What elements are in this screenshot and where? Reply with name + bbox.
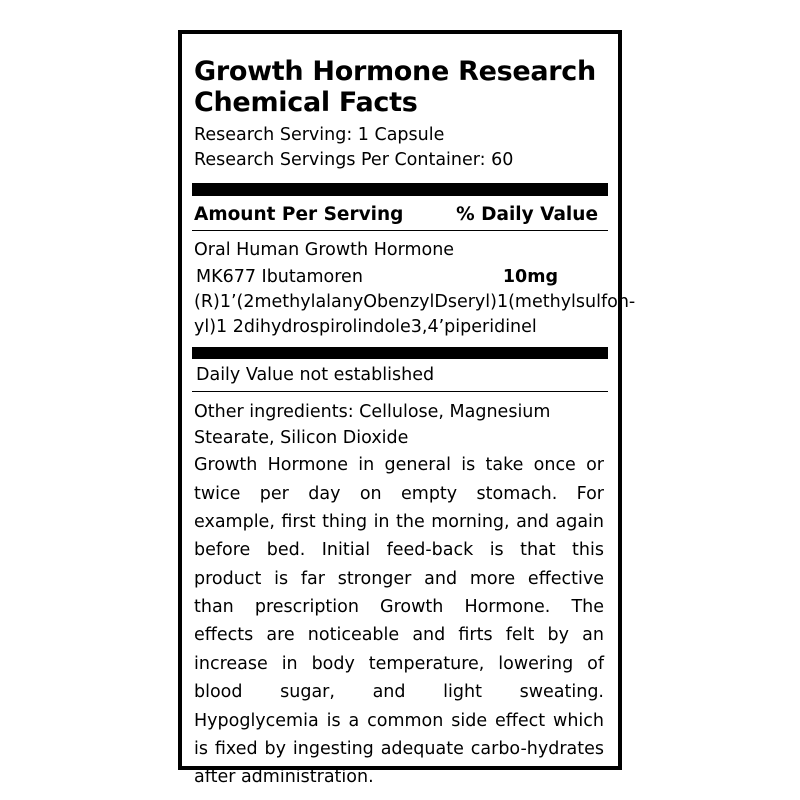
servings-per-container-text: Research Servings Per Container: 60: [194, 150, 514, 170]
daily-value-note: Daily Value not established: [196, 364, 435, 385]
chemical-name-line-1: (R)1’(2methylalanyObenzylDseryl)1(methylsulfon-: [194, 291, 636, 312]
amount-per-serving-header: Amount Per Serving: [194, 204, 404, 226]
divider-bar-bottom: [192, 347, 608, 359]
table-header-row: [192, 196, 608, 230]
ingredient-name: MK677 Ibutamoren: [196, 266, 363, 287]
panel-inner: [192, 42, 636, 788]
daily-value-header: % Daily Value: [456, 204, 598, 226]
description-text: Growth Hormone in general is take once or twice per day on empty stomach. For example, first thing in the morning, and again before bed. Initial feed-back is that this product is far stronger and more effective than prescription Growth Hormone. The effects are noticeable and firts felt by an increase in body temperature, lowering of blood sugar, and light sweating. Hypoglycemia is a common side effect which is fixed by ingesting adequate carbo-hydrates after administration.: [194, 455, 604, 788]
serving-size-text: Research Serving: 1 Capsule: [194, 124, 445, 145]
other-ingredients-text: Other ingredients: Cellulose, Magnesium Stearate, Silicon Dioxide: [194, 401, 551, 448]
page-title: Growth Hormone Research Chemical Facts: [194, 56, 596, 119]
chemical-name-line-2: yl)1 2dihydrospirolindole3,4’piperidinel: [194, 317, 537, 338]
ingredient-row: [192, 264, 608, 290]
supplement-facts-panel: [178, 30, 636, 788]
divider-bar-top: [192, 183, 608, 196]
ingredient-category: Oral Human Growth Hormone: [194, 240, 455, 261]
ingredient-amount: 10mg: [502, 266, 558, 287]
